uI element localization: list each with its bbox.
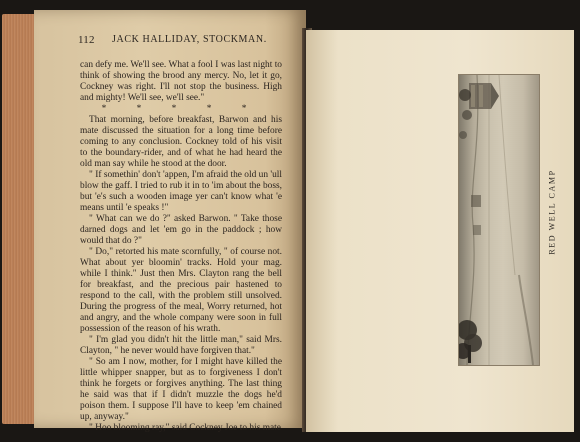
paragraph: can defy me. We'll see. What a fool I was last night to think of showing the brood any mercy. No, let it go, Cockney was right. I'll not stop the business. High and mighty! We'll see, we'll see." [80, 60, 282, 103]
running-head: JACK HALLIDAY, STOCKMAN. [112, 34, 267, 45]
homestead-icon [469, 83, 499, 109]
tree-icon [459, 320, 482, 363]
plate-caption-text: RED WELL CAMP [547, 169, 557, 255]
paragraph: " I'm glad you didn't hit the little man," said Mrs. Clayton, " he never would have forgiven that." [80, 335, 282, 356]
engraving-illustration [458, 74, 540, 366]
paragraph: That morning, before breakfast, Barwon and his mate discussed the situation for a long time before coming to any conclusion. Cockney told of his visit to the boundary-rider, and of what he had heard the old man say while he stood at the door. [80, 115, 282, 169]
paragraph: " Hoo blooming ray," said Cockney Joe to his mate [89, 423, 281, 433]
body-text [80, 60, 282, 433]
section-break: * * * * * [101, 104, 261, 114]
paragraph: " If somethin' don't 'appen, I'm afraid the old un 'ull blow the gaff. I tried to rub it in to 'im about the boss, but 'e's such a wooden image yer can't know what 'e means until 'e speaks !" [80, 170, 282, 213]
paragraph: " Do," retorted his mate scornfully, " of course not. What about yer bloomin' tracks. Hold your mag. while I think." Just then Mrs. Clayton rang the bell for breakfast, and the precious pair hastened to respond to the call, with the problem still unsolved. During the progress of the meal, Worry returned, hot and angry, and the whole company were soon in full possession of the reason of his wrath. [80, 247, 282, 334]
landscape-engraving [459, 75, 539, 365]
paragraph: " What can we do ?" asked Barwon. " Take those darned dogs and let 'em go in the paddock ; how would that do ?" [80, 214, 282, 246]
paragraph: " So am I now, mother, for I might have killed the little whipper snapper, but as to forgiveness I don't think he forgets or forgives anything. The last thing he said was that if I didn't muzzle the dogs he'd poison them. I suppose I'll have to keep 'em chained up, anyway." [80, 357, 282, 422]
page-number: 112 [78, 34, 95, 46]
page-edges [2, 14, 36, 424]
